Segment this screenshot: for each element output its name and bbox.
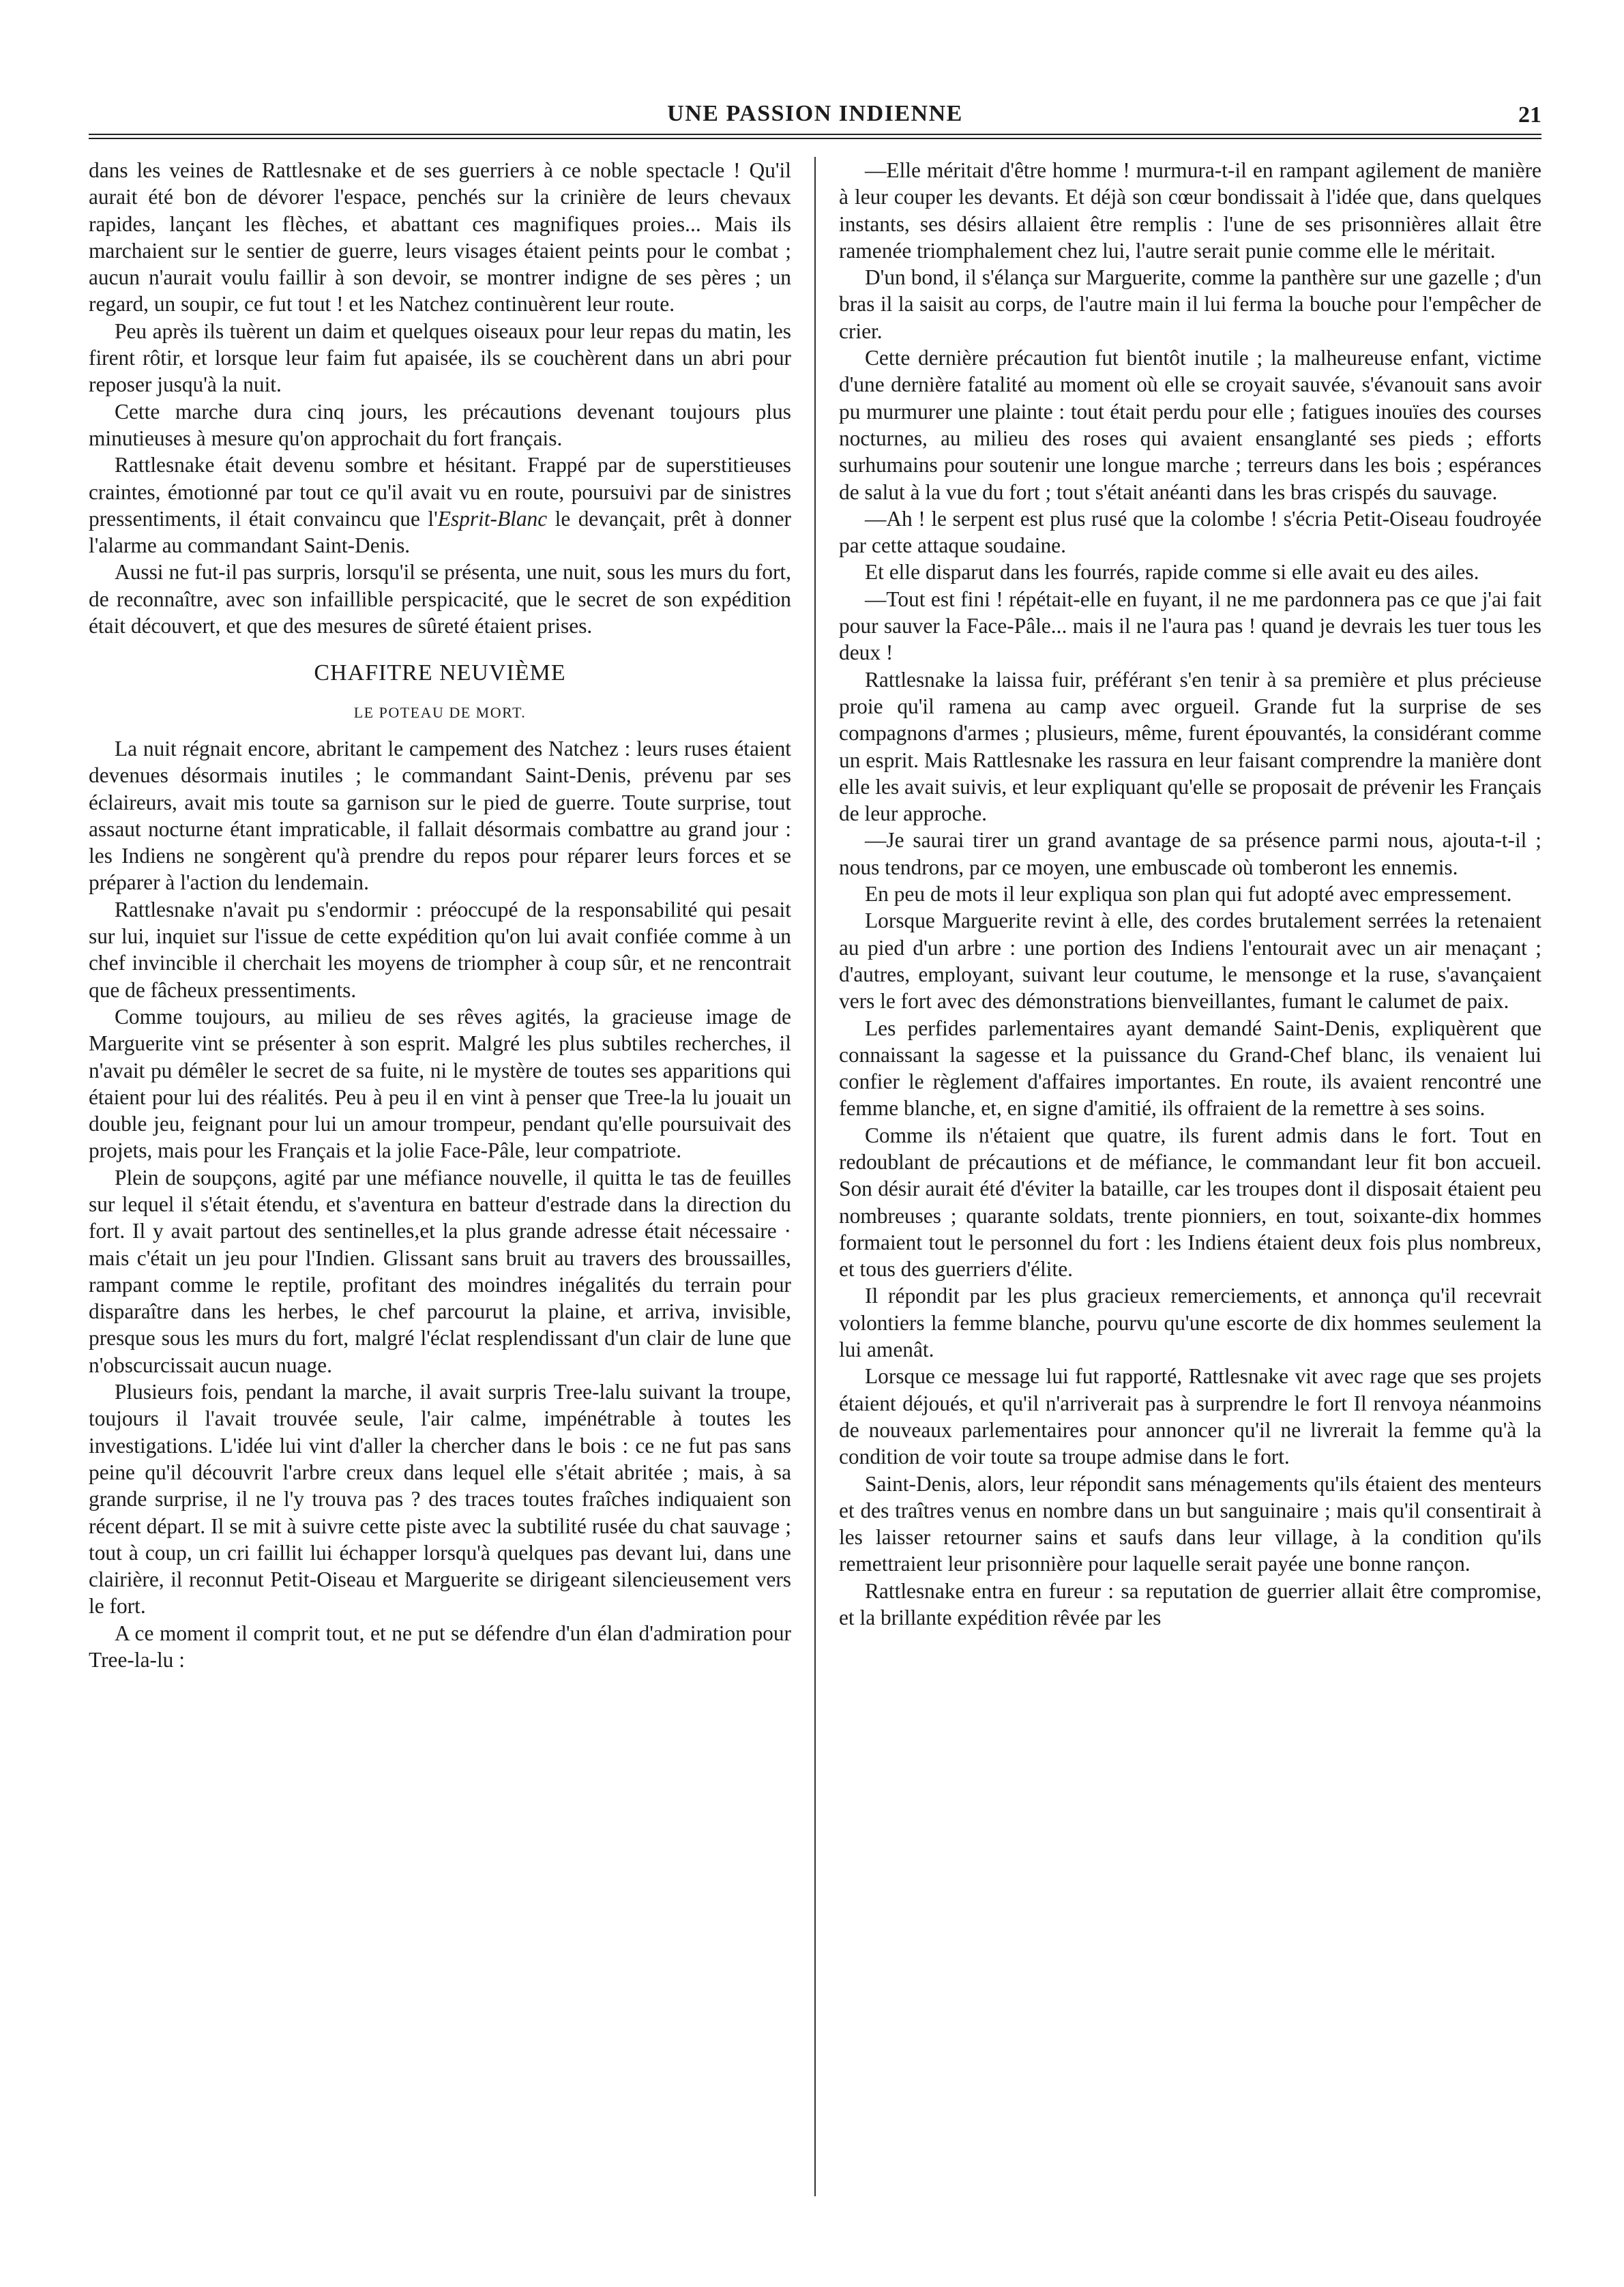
right-column	[839, 157, 1541, 2203]
paragraph: Plusieurs fois, pendant la marche, il avait surpris Tree-lalu suivant la troupe, toujours il l'avait trouvée seule, l'air calme, impénétrable à toutes les investigations. L'idée lui vint d'aller la chercher dans le bois : ce ne fut pas sans peine qu'il découvrit l'arbre creux dans lequel elle s'était abritée ; mais, à sa grande surprise, il ne l'y trouva pas ? des traces toutes fraîches indiquaient son récent départ. Il se mit à suivre cette piste avec la subtilité rusée du chat sauvage ; tout à coup, un cri faillit lui échapper lorsqu'à quelques pas devant lui, dans une clairière, il reconnut Petit-Oiseau et Marguerite se dirigeant silencieusement vers le fort.	[89, 1380, 791, 1619]
paragraph: dans les veines de Rattlesnake et de ses guerriers à ce noble spectacle ! Qu'il aurait été bon de dévorer l'espace, penchés sur la crinière de leurs chevaux rapides, lançant les flèches, et abattant ces magnifiques proies... Mais ils marchaient sur le sentier de guerre, leurs visages étaient peints pour le combat ; aucun n'aurait voulu faillir à son devoir, se montrer indigne de ses pères ; un regard, un soupir, ce fut tout ! et les Natchez continuèrent leur route.	[89, 158, 791, 316]
page-header	[89, 89, 1541, 138]
paragraph: Comme ils n'étaient que quatre, ils furent admis dans le fort. Tout en redoublant de précautions et de méfiance, le commandant leur fit bon accueil. Son désir aurait été d'éviter la bataille, car les troupes dont il disposait étaient peu nombreuses ; quarante soldats, trente pionniers, en tout, soixante-dix hommes formaient tout le personnel du fort : les Indiens étaient deux fois plus nombreux, et tous des guerriers d'élite.	[839, 1123, 1541, 1282]
paragraph: Lorsque ce message lui fut rapporté, Rattlesnake vit avec rage que ses projets étaient déjoués, et qu'il n'arriverait pas à surprendre le fort Il renvoya néanmoins de nouveaux parlementaires pour annoncer qu'il ne livrerait la femme qu'à la condition de voir toute sa troupe admise dans le fort.	[839, 1364, 1541, 1469]
paragraph: Aussi ne fut-il pas surpris, lorsqu'il se présenta, une nuit, sous les murs du fort, de reconnaître, avec son infaillible perspicacité, que le secret de son expédition était découvert, et que des mesures de sûreté étaient prises.	[89, 560, 791, 638]
paragraph: —Tout est fini ! répétait-elle en fuyant, il ne me pardonnera pas ce que j'ai fait pour sauver la Face-Pâle... mais il ne l'aura pas ! quand je devrais les tuer tous les deux !	[839, 587, 1541, 665]
paragraph: A ce moment il comprit tout, et ne put se défendre d'un élan d'admiration pour Tree-la-lu :	[89, 1621, 791, 1672]
italic-term: Esprit-Blanc	[437, 506, 548, 531]
paragraph: Saint-Denis, alors, leur répondit sans ménagements qu'ils étaient des menteurs et des traîtres venus en nombre dans un but sanguinaire ; mais qu'il consentirait à les laisser retourner sains et saufs dans leur village, à la condition qu'ils remettraient leur prisonnière pour laquelle serait payée une bonne rançon.	[839, 1471, 1541, 1576]
paragraph: Rattlesnake la laissa fuir, préférant s'en tenir à sa première et plus précieuse proie qu'il ramena au camp avec orgueil. Grande fut la surprise de ses compagnons d'armes ; plusieurs, même, furent épouvantés, la considérant comme un esprit. Mais Rattlesnake les rassura en leur faisant comprendre la manière dont elle les avait suivis, et leur expliquant qu'elle se proposait de prévenir les Français de leur approche.	[839, 667, 1541, 826]
page-number: 21	[1518, 102, 1541, 128]
chapter-title: CHAFITRE NEUVIÈME	[314, 660, 566, 686]
paragraph: —Elle méritait d'être homme ! murmura-t-il en rampant agilement de manière à leur couper les devants. Et déjà son cœur bondissait à l'idée que, dans quelques instants, ses désirs allaient être remplis : l'une de ses prisonnières allait être ramenée triomphalement chez lui, l'autre serait punie comme elle le méritait.	[839, 158, 1541, 263]
header-rule-bottom	[89, 138, 1541, 139]
paragraph: —Ah ! le serpent est plus rusé que la colombe ! s'écria Petit-Oiseau foudroyée par cette attaque soudaine.	[839, 506, 1541, 558]
text-columns	[89, 157, 1541, 2203]
paragraph: Peu après ils tuèrent un daim et quelques oiseaux pour leur repas du matin, les firent rôtir, et lorsque leur faim fut apaisée, ils se couchèrent dans un abri pour reposer jusqu'à la nuit.	[89, 319, 791, 397]
left-column	[89, 157, 791, 2203]
paragraph: Cette dernière précaution fut bientôt inutile ; la malheureuse enfant, victime d'une dernière fatalité au moment où elle se croyait sauvée, s'évanouit sans avoir pu murmurer une plainte : tout était perdu pour elle ; fatigues inouïes des courses nocturnes, au milieu des roses qui avaient ensanglanté ses pieds ; efforts surhumains pour soutenir une longue marche ; terreurs dans les bois ; espérances de salut à la vue du fort ; tout s'était anéanti dans les bras crispés du sauvage.	[839, 346, 1541, 504]
section-title: LE POTEAU DE MORT.	[353, 703, 527, 721]
paragraph: La nuit régnait encore, abritant le campement des Natchez : leurs ruses étaient devenues désormais inutiles ; le commandant Saint-Denis, prévenu par ses éclaireurs, avait mis toute sa garnison sur le pied de guerre. Toute surprise, tout assaut nocturne étant impraticable, il fallait désormais combattre au grand jour : les Indiens ne songèrent qu'à prendre du repos pour réparer leurs forces et se préparer à l'action du lendemain.	[89, 736, 791, 895]
column-divider	[791, 157, 839, 2203]
paragraph: En peu de mots il leur expliqua son plan qui fut adopté avec empressement.	[865, 882, 1512, 906]
paragraph: Lorsque Marguerite revint à elle, des cordes brutalement serrées la retenaient au pied d'un arbre : une portion des Indiens l'entourait avec un air menaçant ; d'autres, employant, suivant leur coutume, le mensonge et la ruse, s'avançaient vers le fort avec des démonstrations bienveillantes, fumant le calumet de paix.	[839, 909, 1541, 1014]
paragraph: Plein de soupçons, agité par une méfiance nouvelle, il quitta le tas de feuilles sur lequel il s'était étendu, et s'aventura en batteur d'estrade dans la direction du fort. Il y avait partout des sentinelles,et la plus grande adresse était nécessaire · mais c'était un jeu pour l'Indien. Glissant sans bruit au travers des broussailles, rampant comme le reptile, profitant des moindres inégalités du terrain pour disparaître dans les herbes, le chef parcourut la plaine, et arriva, invisible, presque sous les murs du fort, malgré l'éclat resplendissant d'un clair de lune que n'obscurcissait aucun nuage.	[89, 1165, 791, 1377]
text-run: le devançait, prêt à donner l'alarme au commandant Saint-Denis.	[89, 506, 791, 558]
paragraph: Il répondit par les plus gracieux remerciements, et annonça qu'il recevrait volontiers la femme blanche, pourvu qu'une escorte de dix hommes seulement la lui amenât.	[839, 1284, 1541, 1362]
paragraph: D'un bond, il s'élança sur Marguerite, comme la panthère sur une gazelle ; d'un bras il la saisit au corps, de l'autre main il lui ferma la bouche pour l'empêcher de crier.	[839, 265, 1541, 343]
paragraph: Rattlesnake entra en fureur : sa reputation de guerrier allait être compromise, et la brillante expédition rêvée par les	[839, 1578, 1541, 1630]
running-title: UNE PASSION INDIENNE	[667, 101, 963, 126]
header-rule-top	[89, 134, 1541, 135]
paragraph: Cette marche dura cinq jours, les précautions devenant toujours plus minutieuses à mesure qu'on approchait du fort français.	[89, 399, 791, 450]
paragraph: Et elle disparut dans les fourrés, rapide comme si elle avait eu des ailes.	[865, 560, 1479, 585]
paragraph	[89, 452, 791, 559]
paragraph: —Je saurai tirer un grand avantage de sa présence parmi nous, ajouta-t-il ; nous tendrons, par ce moyen, une embuscade où tomberont les ennemis.	[839, 828, 1541, 879]
paragraph: Comme toujours, au milieu de ses rêves agités, la gracieuse image de Marguerite vint se présenter à son esprit. Malgré les plus subtiles recherches, il n'avait pu démêler le secret de sa fuite, ni le mystère de toutes ses apparitions qui étaient pour lui des réalités. Peu à peu il en vint à penser que Tree-la lu jouait un double jeu, feignant pour lui un amour trompeur, pendant qu'elle poursuivait des projets, mais pour les Français et la jolie Face-Pâle, leur compatriote.	[89, 1004, 791, 1163]
book-page	[89, 89, 1541, 2203]
paragraph: Les perfides parlementaires ayant demandé Saint-Denis, expliquèrent que connaissant la sagesse et la puissance du Grand-Chef blanc, ils venaient lui confier le règlement d'affaires importantes. En route, ils avaient rencontré une femme blanche, et, en signe d'amitié, ils offraient de la remettre à ses soins.	[839, 1016, 1541, 1121]
text-run: Rattlesnake était devenu sombre et hésitant. Frappé par de superstitieuses craintes, émotionné par tout ce qu'il avait vu en route, poursuivi par de sinistres pressentiments, il était convaincu que l'	[89, 453, 791, 531]
paragraph: Rattlesnake n'avait pu s'endormir : préoccupé de la responsabilité qui pesait sur lui, inquiet sur l'issue de cette expédition qu'on lui avait confiée comme à un chef invincible il cherchait les moyens de triompher à coup sûr, et ne rencontrait que de fâcheux pressentiments.	[89, 897, 791, 1002]
